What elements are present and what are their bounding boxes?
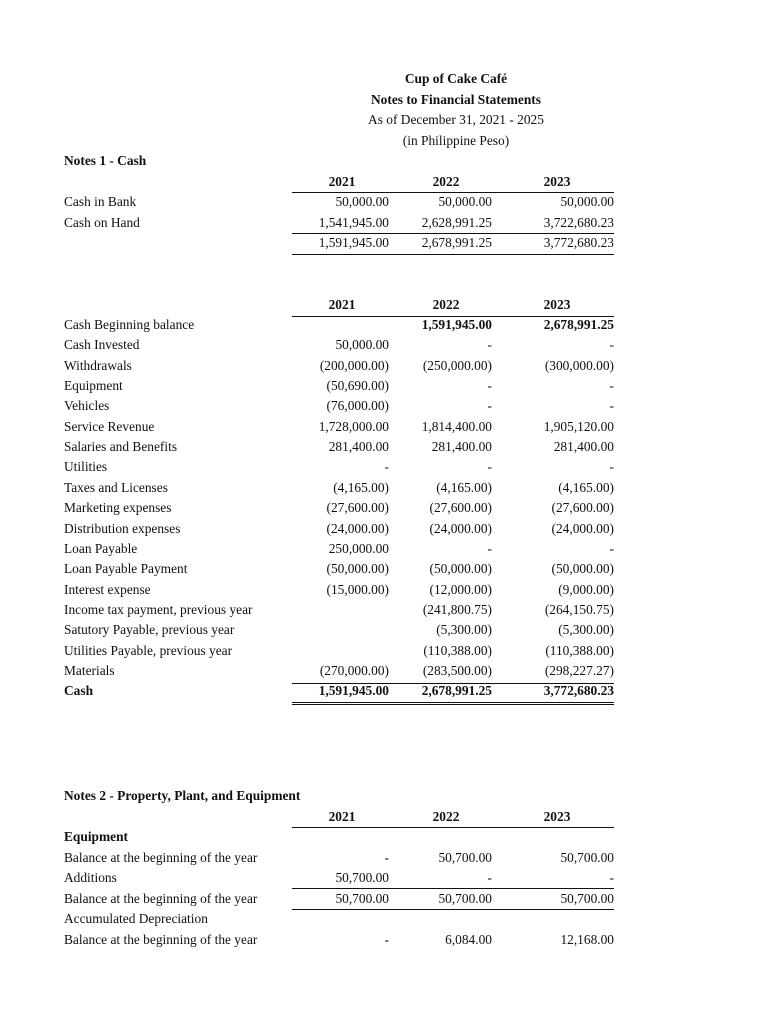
cell: (50,000.00) <box>429 561 492 577</box>
table-row <box>0 498 768 518</box>
company-name: Cup of Cake Café <box>404 71 508 86</box>
cell: 1,728,000.00 <box>318 418 389 434</box>
note1-title: Notes 1 - Cash <box>64 153 147 168</box>
cell: - <box>487 398 492 414</box>
row-label: Salaries and Benefits <box>64 439 178 455</box>
cell: 2,678,991.25 <box>421 683 492 699</box>
cell: - <box>487 540 492 556</box>
row-label: Equipment <box>64 378 123 394</box>
table-row <box>0 600 768 620</box>
cell: 1,591,945.00 <box>318 235 389 250</box>
cell: (76,000.00) <box>326 398 389 414</box>
year-header: 2022 <box>432 174 460 189</box>
row-label: Income tax payment, previous year <box>64 601 253 617</box>
row-label: Service Revenue <box>64 418 155 434</box>
year-header: 2021 <box>328 174 356 189</box>
cell: (27,600.00) <box>429 500 492 516</box>
cell: (298,227.27) <box>544 662 614 678</box>
table-row <box>0 681 768 701</box>
rule <box>292 909 614 910</box>
cell: 50,700.00 <box>335 890 389 906</box>
cell: (4,165.00) <box>436 479 492 495</box>
cell: (270,000.00) <box>319 662 389 678</box>
cell: 1,591,945.00 <box>318 683 389 699</box>
cell: 6,084.00 <box>445 931 492 947</box>
cell: - <box>487 378 492 394</box>
cell: 3,722,680.23 <box>543 215 614 230</box>
table-row <box>0 519 768 539</box>
double-rule <box>292 702 614 705</box>
cell: 50,700.00 <box>560 849 614 865</box>
cell: (9,000.00) <box>558 581 614 597</box>
cell: (50,690.00) <box>326 378 389 394</box>
cell: (27,600.00) <box>326 500 389 516</box>
row-label: Utilities <box>64 459 108 475</box>
cell: (4,165.00) <box>558 479 614 495</box>
cell: (15,000.00) <box>326 581 389 597</box>
cell: 3,772,680.23 <box>543 235 614 250</box>
cell: 50,000.00 <box>560 194 614 209</box>
row-label: Distribution expenses <box>64 520 181 536</box>
cell: (300,000.00) <box>544 357 614 373</box>
cell: (110,388.00) <box>423 642 492 658</box>
cell: (5,300.00) <box>558 622 614 638</box>
cell: - <box>487 337 492 353</box>
table-row <box>0 335 768 355</box>
cell: 50,000.00 <box>335 337 389 353</box>
row-label: Equipment <box>64 829 128 844</box>
note2-title: Notes 2 - Property, Plant, and Equipment <box>64 788 301 803</box>
cell: 1,905,120.00 <box>543 418 614 434</box>
table-row <box>0 559 768 579</box>
cell: 50,000.00 <box>438 194 492 209</box>
cell: 2,678,991.25 <box>421 235 492 250</box>
cell: (5,300.00) <box>436 622 492 638</box>
table-row <box>0 356 768 376</box>
table-row <box>0 641 768 661</box>
cell: (241,800.75) <box>422 601 492 617</box>
row-label: Loan Payable Payment <box>64 561 188 577</box>
table-row <box>0 539 768 559</box>
cell: - <box>384 459 389 475</box>
cell: (50,000.00) <box>551 561 614 577</box>
cell: - <box>609 540 614 556</box>
row-label: Balance at the beginning of the year <box>64 849 258 865</box>
year-header: 2021 <box>328 809 356 824</box>
row-label: Balance at the beginning of the year <box>64 890 258 906</box>
table-row <box>0 437 768 457</box>
row-label: Balance at the beginning of the year <box>64 931 258 947</box>
cell: 250,000.00 <box>328 540 389 556</box>
row-label: Cash Beginning balance <box>64 317 195 332</box>
cell: 50,700.00 <box>560 890 614 906</box>
row-label: Loan Payable <box>64 540 138 556</box>
cell: (264,150.75) <box>544 601 614 617</box>
rule <box>292 683 614 684</box>
table-row-total <box>0 233 768 253</box>
cell: (50,000.00) <box>326 561 389 577</box>
year-header: 2022 <box>432 809 460 824</box>
row-label: Vehicles <box>64 398 110 414</box>
year-header: 2023 <box>543 809 571 824</box>
table-row <box>0 827 768 847</box>
table-row <box>0 848 768 868</box>
cell: (27,600.00) <box>551 500 614 516</box>
cell: 50,000.00 <box>335 194 389 209</box>
year-header: 2023 <box>543 297 571 312</box>
cell: (200,000.00) <box>319 357 389 373</box>
row-label: Utilities Payable, previous year <box>64 642 233 658</box>
table-row <box>0 930 768 950</box>
cell: 281,400.00 <box>328 439 389 455</box>
cell: 1,814,400.00 <box>421 418 492 434</box>
cell: (283,500.00) <box>422 662 492 678</box>
row-label: Interest expense <box>64 581 151 597</box>
cell: 50,700.00 <box>438 890 492 906</box>
table-header <box>0 172 768 192</box>
currency-note: (in Philippine Peso) <box>402 133 510 148</box>
cell: 1,541,945.00 <box>318 215 389 230</box>
cell: (4,165.00) <box>333 479 389 495</box>
row-label: Accumulated Depreciation <box>64 911 208 926</box>
table-row <box>0 417 768 437</box>
cell: - <box>609 337 614 353</box>
row-label: Cash Invested <box>64 337 140 353</box>
period: As of December 31, 2021 - 2025 <box>368 112 544 127</box>
cell: - <box>609 378 614 394</box>
cell: - <box>384 849 389 865</box>
cell: (110,388.00) <box>545 642 614 658</box>
table-row <box>0 396 768 416</box>
cell: 2,628,991.25 <box>421 215 492 230</box>
row-label: Materials <box>64 662 115 678</box>
year-header: 2021 <box>328 297 356 312</box>
rule <box>292 254 614 255</box>
row-label: Cash <box>64 683 94 699</box>
table-row <box>0 315 768 335</box>
table-row <box>0 620 768 640</box>
row-label: Taxes and Licenses <box>64 479 168 495</box>
table-row <box>0 661 768 681</box>
row-label: Satutory Payable, previous year <box>64 622 235 638</box>
table-row <box>0 213 768 233</box>
year-header: 2023 <box>543 174 571 189</box>
table-row <box>0 909 768 929</box>
cell: (12,000.00) <box>429 581 492 597</box>
table-row <box>0 478 768 498</box>
cell: (24,000.00) <box>551 520 614 536</box>
table-row <box>0 580 768 600</box>
cell: 3,772,680.23 <box>543 683 614 699</box>
cell: - <box>609 398 614 414</box>
cell: (24,000.00) <box>326 520 389 536</box>
table-row <box>0 192 768 212</box>
row-label: Withdrawals <box>64 357 132 373</box>
table-row <box>0 868 768 888</box>
cell: 2,678,991.25 <box>543 317 614 332</box>
cell: 281,400.00 <box>431 439 492 455</box>
cell: - <box>487 870 492 885</box>
year-header: 2022 <box>432 297 460 312</box>
cell: (250,000.00) <box>422 357 492 373</box>
table-header <box>0 807 768 827</box>
cell: - <box>487 459 492 475</box>
table-row <box>0 457 768 477</box>
table-header <box>0 295 768 315</box>
row-label: Marketing expenses <box>64 500 172 516</box>
cell: (24,000.00) <box>429 520 492 536</box>
rule <box>292 888 614 889</box>
cell: 12,168.00 <box>560 931 614 947</box>
cell: - <box>384 931 389 947</box>
row-label: Cash on Hand <box>64 215 140 230</box>
cell: 281,400.00 <box>553 439 614 455</box>
row-label: Cash in Bank <box>64 194 137 209</box>
table-row <box>0 376 768 396</box>
document-title: Notes to Financial Statements <box>371 92 541 107</box>
cell: 50,700.00 <box>438 849 492 865</box>
cell: 1,591,945.00 <box>421 317 492 332</box>
cell: 50,700.00 <box>335 870 389 885</box>
row-label: Additions <box>64 870 117 885</box>
cell: - <box>609 870 614 885</box>
table-row <box>0 889 768 909</box>
cell: - <box>609 459 614 475</box>
